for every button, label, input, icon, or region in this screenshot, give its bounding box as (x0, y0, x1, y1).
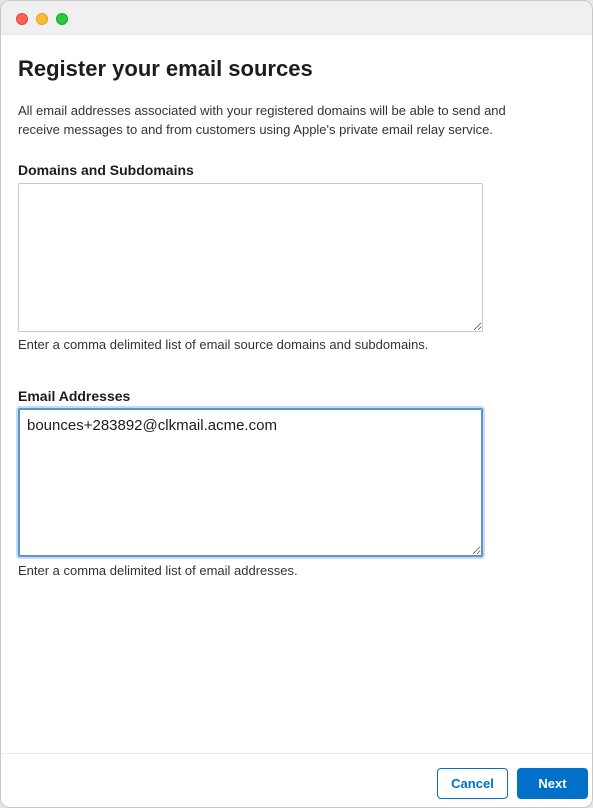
title-bar (1, 1, 592, 35)
page-description: All email addresses associated with your registered domains will be able to send and receive messages to and from customers using Apple's private email relay service. (18, 103, 506, 137)
close-window-icon[interactable] (16, 13, 28, 25)
email-addresses-label: Email Addresses (18, 388, 131, 404)
dialog-footer (1, 753, 592, 808)
domains-hint: Enter a comma delimited list of email source domains and subdomains. (18, 337, 429, 352)
domains-textarea[interactable] (18, 183, 483, 332)
maximize-window-icon[interactable] (56, 13, 68, 25)
minimize-window-icon[interactable] (36, 13, 48, 25)
next-button[interactable]: Next (517, 768, 588, 799)
domains-label: Domains and Subdomains (18, 162, 194, 178)
email-addresses-textarea[interactable] (18, 408, 483, 557)
page-title: Register your email sources (18, 56, 313, 81)
cancel-button[interactable]: Cancel (437, 768, 508, 799)
email-addresses-hint: Enter a comma delimited list of email addresses. (18, 563, 298, 578)
